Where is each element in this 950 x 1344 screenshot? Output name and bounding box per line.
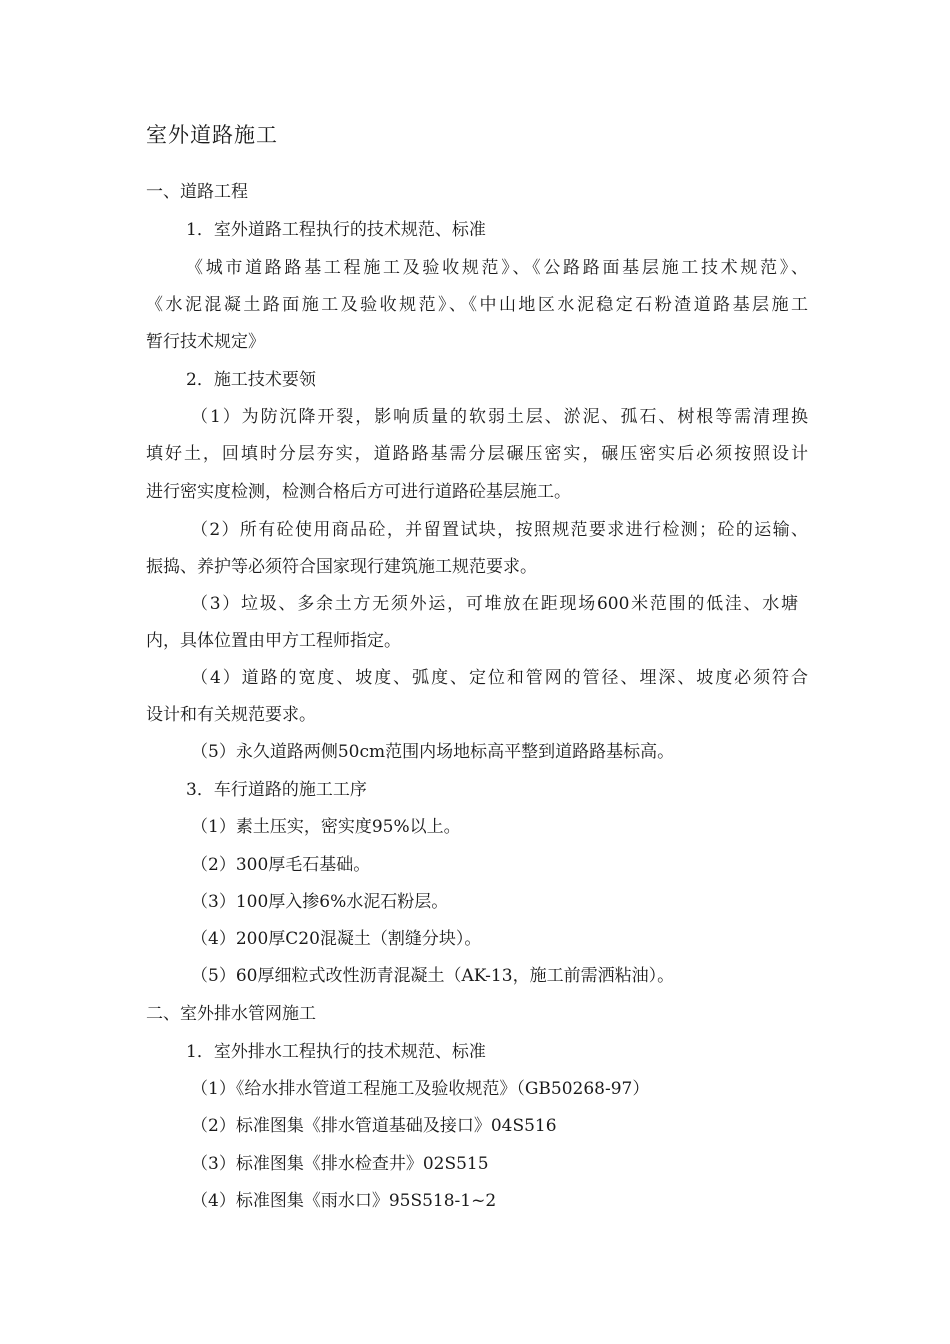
paragraph-line: （5）永久道路两侧50cm范围内场地标高平整到道路路基标高。 xyxy=(191,742,675,762)
subheading-drainage-standards: 1．室外排水工程执行的技术规范、标准 xyxy=(186,1042,486,1062)
paragraph-line: 振捣、养护等必须符合国家现行建筑施工规范要求。 xyxy=(146,557,537,577)
subheading-road-standards: 1．室外道路工程执行的技术规范、标准 xyxy=(186,220,486,240)
list-item: （5）60厚细粒式改性沥青混凝土（AK-13，施工前需洒粘油）。 xyxy=(191,966,675,986)
list-item: （3）100厚入掺6%水泥石粉层。 xyxy=(191,892,449,912)
subheading-lane-sequence: 3．车行道路的施工工序 xyxy=(186,780,367,800)
page-title: 室外道路施工 xyxy=(146,123,278,147)
paragraph-line: 《水泥混凝土路面施工及验收规范》、《中山地区水泥稳定石粉渣道路基层施工 xyxy=(146,295,808,315)
paragraph-line: 《城市道路路基工程施工及验收规范》、《公路路面基层施工技术规范》、 xyxy=(186,258,808,278)
list-item: （3）标准图集《排水检查井》02S515 xyxy=(191,1154,489,1174)
paragraph-line: 内，具体位置由甲方工程师指定。 xyxy=(146,631,401,651)
paragraph-line: 进行密实度检测，检测合格后方可进行道路砼基层施工。 xyxy=(146,482,571,502)
section-heading-road: 一、道路工程 xyxy=(146,182,248,202)
list-item: （4）标准图集《雨水口》95S518-1~2 xyxy=(191,1191,497,1211)
paragraph-line: 填好土，回填时分层夯实，道路路基需分层碾压密实，碾压密实后必须按照设计 xyxy=(146,444,808,464)
paragraph-line: 设计和有关规范要求。 xyxy=(146,705,316,725)
list-item: （2）300厚毛石基础。 xyxy=(191,855,371,875)
paragraph-line: （4）道路的宽度、坡度、弧度、定位和管网的管径、埋深、坡度必须符合 xyxy=(191,668,808,688)
list-item: （1）《给水排水管道工程施工及验收规范》（GB50268-97） xyxy=(191,1079,650,1099)
list-item: （2）标准图集《排水管道基础及接口》04S516 xyxy=(191,1116,557,1136)
list-item: （4）200厚C20混凝土（割缝分块）。 xyxy=(191,929,482,949)
paragraph-line: 暂行技术规定》 xyxy=(146,332,265,352)
subheading-construction-points: 2．施工技术要领 xyxy=(186,370,316,390)
section-heading-drainage: 二、室外排水管网施工 xyxy=(146,1004,316,1024)
paragraph-line: （1）为防沉降开裂，影响质量的软弱土层、淤泥、孤石、树根等需清理换 xyxy=(191,407,808,427)
paragraph-line: （2）所有砼使用商品砼，并留置试块，按照规范要求进行检测；砼的运输、 xyxy=(191,520,808,540)
paragraph-line: （3）垃圾、多余土方无须外运，可堆放在距现场600米范围的低洼、水塘 xyxy=(191,594,798,614)
list-item: （1）素土压实，密实度95%以上。 xyxy=(191,817,461,837)
